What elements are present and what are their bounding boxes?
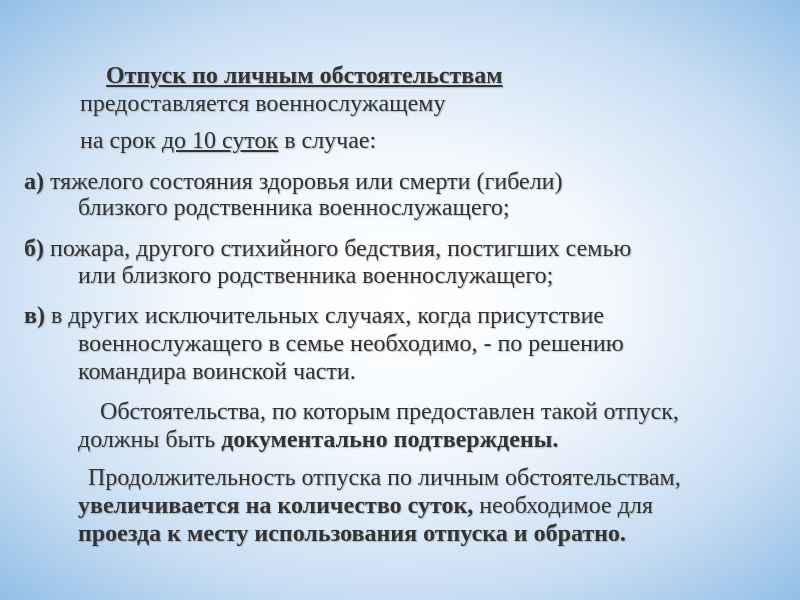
list-item-a: а) тяжелого состояния здоровья или смерти (гибели): [24, 169, 563, 195]
intro-line-2: предоставляется военнослужащему: [80, 91, 446, 117]
paragraph-2-line-1: Продолжительность отпуска по личным обстоятельствам,: [88, 465, 681, 491]
paragraph-1-line-2: должны быть документально подтверждены.: [78, 427, 559, 453]
list-item-c: в) в других исключительных случаях, когда присутствие: [24, 303, 605, 329]
documented-emphasis: документально подтверждены.: [221, 427, 559, 453]
paragraph-1-line-1: Обстоятельства, по которым предоставлен такой отпуск,: [100, 399, 679, 425]
list-item-b-line-2: или близкого родственника военнослужащего;: [78, 263, 554, 289]
list-item-b: б) пожара, другого стихийного бедствия, постигших семью: [24, 236, 632, 262]
paragraph-2-line-3: проезда к месту использования отпуска и обратно.: [78, 521, 626, 547]
list-item-c-line-2: военнослужащего в семье необходимо, - по решению: [78, 331, 624, 357]
intro-line-3: на срок до 10 суток в случае:: [80, 128, 377, 154]
paragraph-2-line-2: увеличивается на количество суток, необходимое для: [78, 493, 653, 519]
list-marker-b: б): [24, 236, 44, 262]
list-marker-a: а): [24, 169, 44, 195]
increase-emphasis: увеличивается на количество суток,: [78, 493, 474, 519]
list-item-a-line-2: близкого родственника военнослужащего;: [78, 195, 510, 221]
list-marker-c: в): [24, 303, 45, 329]
list-item-c-line-3: командира воинской части.: [78, 359, 356, 385]
slide-title: Отпуск по личным обстоятельствам: [106, 63, 503, 89]
duration-underlined: до 10 суток: [161, 128, 279, 154]
